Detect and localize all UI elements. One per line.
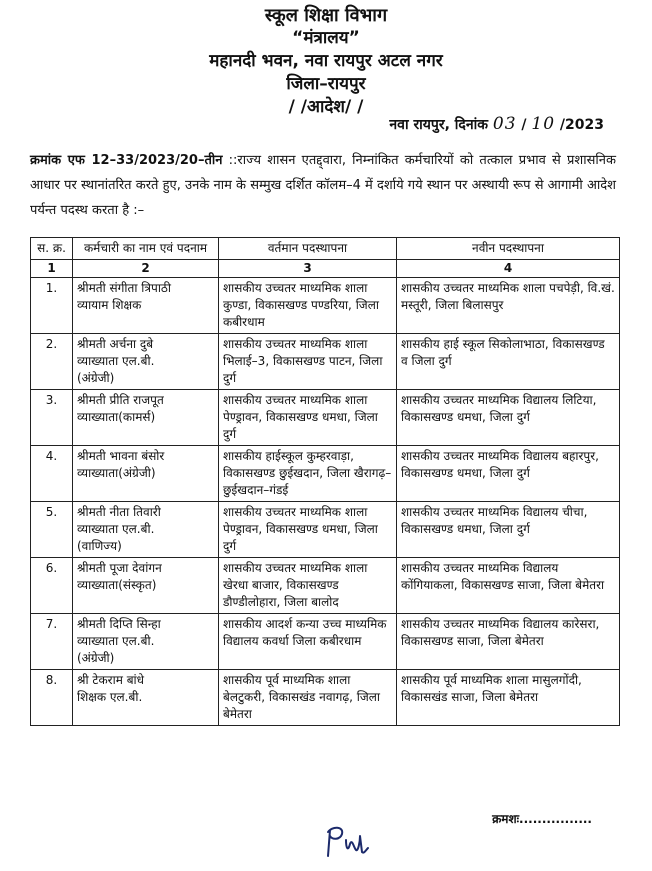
row-serial: 5. [31,502,73,558]
employee-name-text: श्रीमती भावना बंसोर व्याख्याता(अंग्रेजी) [77,449,165,480]
new-posting: शासकीय उच्चतर माध्यमिक विद्यालय लिटिया, विकासखण्ड धमधा, जिला दुर्ग [397,390,620,446]
employee-name [73,278,219,334]
current-posting: शासकीय उच्चतर माध्यमिक शाला पेण्ड्रावन, विकासखण्ड धमधा, जिला दुर्ग [219,502,397,558]
header-new-posting: नवीन पदस्थापना [397,238,620,260]
date-separator-1: / [521,117,527,133]
transfer-table [30,237,620,726]
table-row [31,502,620,558]
employee-name-text: श्रीमती पूजा देवांगन व्याख्याता(संस्कृत) [77,561,162,592]
letterhead [0,4,652,119]
new-posting: शासकीय उच्चतर माध्यमिक विद्यालय कारेसरा, विकासखण्ड साजा, जिला बेमेतरा [397,614,620,670]
current-posting: शासकीय उच्चतर माध्यमिक शाला खेरधा बाजार, विकासखण्ड डौण्डीलोहारा, जिला बालोद [219,558,397,614]
current-posting: शासकीय पूर्व माध्यमिक शाला बेलटुकरी, विकासखंड नवागढ़, जिला बेमेतरा [219,670,397,726]
department-name: स्कूल शिक्षा विभाग [264,5,388,26]
new-posting: शासकीय उच्चतर माध्यमिक विद्यालय चीचा, विकासखण्ड धमधा, जिला दुर्ग [397,502,620,558]
employee-name-text: श्रीमती दिप्ति सिन्हा व्याख्याता एल.बी. (अंग्रेजी) [77,617,161,665]
column-number: 2 [73,260,219,278]
new-posting: शासकीय उच्चतर माध्यमिक विद्यालय कोंगियाकला, विकासखण्ड साजा, जिला बेमेतरा [397,558,620,614]
employee-name [73,670,219,726]
office-address: महानदी भवन, नवा रायपुर अटल नगर [209,51,443,71]
table-row [31,446,620,502]
current-posting: शासकीय आदर्श कन्या उच्च माध्यमिक विद्यालय कवर्धा जिला कबीरधाम [219,614,397,670]
employee-name [73,390,219,446]
current-posting: शासकीय हाईस्कूल कुम्हरवाड़ा, विकासखण्ड छुईखदान, जिला खैरागढ़–छुईखदान–गंडई [219,446,397,502]
column-number: 1 [31,260,73,278]
employee-name [73,334,219,390]
table-row [31,278,620,334]
table-header-row [31,238,620,260]
ministry-name: “मंत्रालय” [292,28,360,48]
table-row [31,558,620,614]
row-serial: 2. [31,334,73,390]
current-posting: शासकीय उच्चतर माध्यमिक शाला पेण्ड्रावन, विकासखण्ड धमधा, जिला दुर्ग [219,390,397,446]
employee-name-text: श्रीमती नीता तिवारी व्याख्याता एल.बी. (वाणिज्य) [77,505,161,553]
header-current-posting: वर्तमान पदस्थापना [219,238,397,260]
date-prefix: नवा रायपुर, दिनांक [389,117,488,133]
table-row [31,334,620,390]
row-serial: 7. [31,614,73,670]
new-posting: शासकीय हाई स्कूल सिकोलाभाठा, विकासखण्ड व जिला दुर्ग [397,334,620,390]
date-year: 2023 [565,117,604,133]
date-month: 10 [531,114,556,134]
order-paragraph [30,148,616,223]
order-date [389,114,604,134]
row-serial: 1. [31,278,73,334]
table-row [31,390,620,446]
column-number: 3 [219,260,397,278]
header-employee: कर्मचारी का नाम एवं पदनाम [73,238,219,260]
order-text: ::राज्य शासन एतद्द्वारा, निम्नांकित कर्मचारियों को तत्काल प्रभाव से प्रशासनिक आधार पर स्थानांतरित करते हुए, उनके नाम के सम्मुख दर्शित कॉलम–4 में दर्शाये गये स्थान पर अस्थायी रूप से आगामी आदेश पर्यन्त पदस्थ करता है :– [30,153,616,218]
employee-name-text: श्रीमती संगीता त्रिपाठी व्यायाम शिक्षक [77,281,172,312]
table-row [31,670,620,726]
employee-name [73,502,219,558]
column-number: 4 [397,260,620,278]
continued-marker: क्रमशः................ [492,812,592,826]
employee-name-text: श्रीमती अर्चना दुबे व्याख्याता एल.बी. (अंग्रेजी) [77,337,155,385]
employee-name [73,558,219,614]
new-posting: शासकीय उच्चतर माध्यमिक विद्यालय बहारपुर, विकासखण्ड धमधा, जिला दुर्ग [397,446,620,502]
row-serial: 8. [31,670,73,726]
row-serial: 3. [31,390,73,446]
employee-name-text: श्री टेकराम बांधे शिक्षक एल.बी. [77,673,145,704]
employee-name-text: श्रीमती प्रीति राजपूत व्याख्याता(कामर्स) [77,393,164,424]
date-day: 03 [492,114,517,134]
row-serial: 6. [31,558,73,614]
order-heading: / /आदेश/ / [288,97,364,117]
district-name: जिला–रायपुर [286,74,366,94]
header-serial: स. क्र. [31,238,73,260]
signature-icon [322,822,370,862]
current-posting: शासकीय उच्चतर माध्यमिक शाला भिलाई–3, विकासखण्ड पाटन, जिला दुर्ग [219,334,397,390]
column-number-row [31,260,620,278]
date-separator-2: / [559,117,566,133]
row-serial: 4. [31,446,73,502]
employee-name [73,446,219,502]
employee-name [73,614,219,670]
new-posting: शासकीय उच्चतर माध्यमिक शाला पचपेड़ी, वि.खं. मस्तूरी, जिला बिलासपुर [397,278,620,334]
current-posting: शासकीय उच्चतर माध्यमिक शाला कुण्डा, विकासखण्ड पण्डरिया, जिला कबीरधाम [219,278,397,334]
new-posting: शासकीय पूर्व माध्यमिक शाला मासुलगोंदी, विकासखंड साजा, जिला बेमेतरा [397,670,620,726]
table-row [31,614,620,670]
order-number: क्रमांक एफ 12–33/2023/20–तीन [30,153,223,168]
